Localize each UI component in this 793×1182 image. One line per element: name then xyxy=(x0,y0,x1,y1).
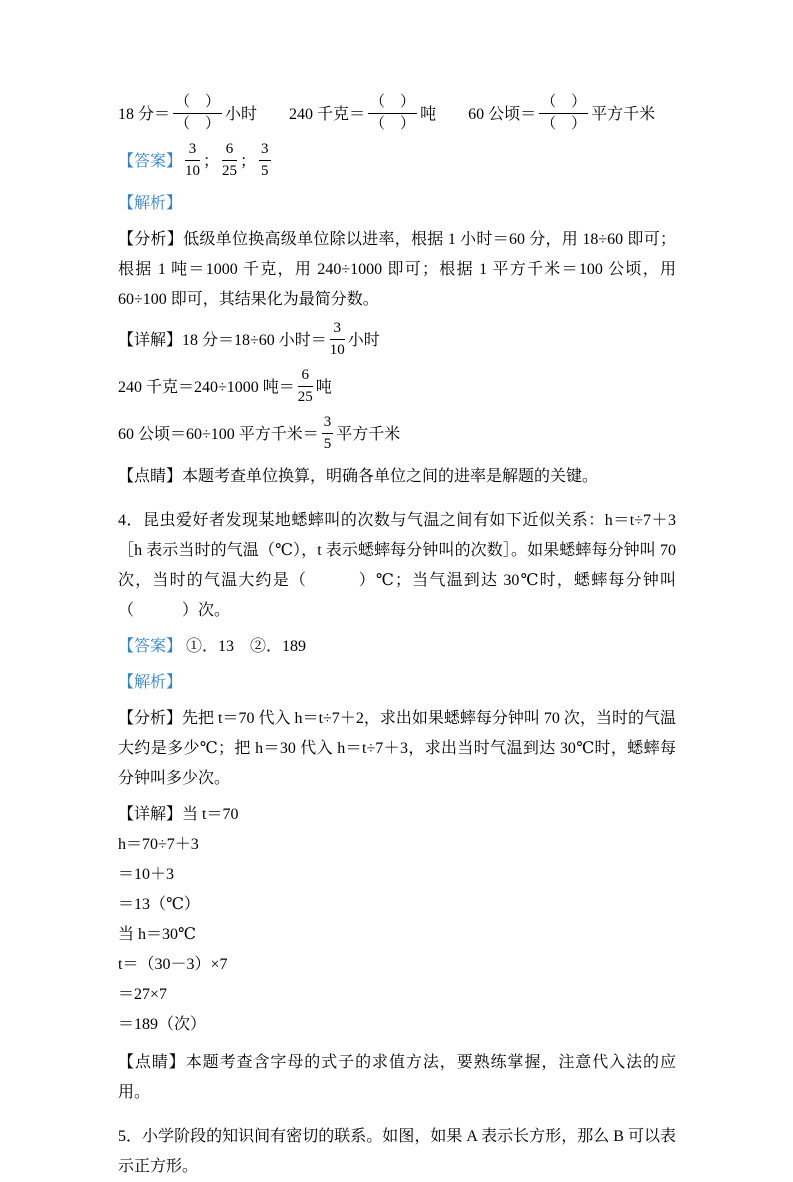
q4-detail-line-5 xyxy=(118,920,676,950)
fraction-denominator: 10 xyxy=(329,342,345,358)
section-label: 【解析】 xyxy=(118,195,183,212)
text-run: 5．小学阶段的知识间有密切的联系。如图，如果 A 表示长方形，那么 B 可以表示正方形。 xyxy=(118,1128,676,1175)
q3-answer-line xyxy=(118,142,676,183)
fraction-denominator: 25 xyxy=(297,389,313,405)
fraction-numerator: 3 xyxy=(330,319,345,340)
fraction xyxy=(298,366,313,407)
text-run: 【点睛】本题考查单位换算，明确各单位之间的进率是解题的关键。 xyxy=(118,468,599,485)
fraction-denominator: （ ） xyxy=(370,116,416,132)
text-run: 吨 60 公顷＝ xyxy=(420,106,537,124)
text-run: 【详解】当 t＝70 xyxy=(118,806,239,823)
fraction-numerator: 6 xyxy=(222,140,237,161)
fraction-denominator: （ ） xyxy=(175,116,221,132)
q4-detail-line-1 xyxy=(118,800,676,830)
blank-fraction xyxy=(368,93,417,134)
text-run: 240 千克＝240÷1000 吨＝ xyxy=(118,379,295,397)
q3-detail-line-3 xyxy=(118,415,676,456)
q3-analysis-paragraph xyxy=(118,225,676,315)
q4-detail-line-7 xyxy=(118,980,676,1010)
q3-detail-line-2 xyxy=(118,368,676,409)
fraction-denominator: 25 xyxy=(222,163,238,179)
text-run: 4．昆虫爱好者发现某地蟋蟀叫的次数与气温之间有如下近似关系：h＝t÷7＋3［h 表示当时的气温（℃），t 表示蟋蟀每分钟叫的次数］。如果蟋蟀每分钟叫 70 次，当时的气温大约是（ ）℃；当气温到达 30℃时，蟋蟀每分钟叫（ ）次。 xyxy=(118,512,676,619)
text-run: ＝13（℃） xyxy=(118,896,200,913)
fraction xyxy=(322,413,334,454)
fraction-numerator: 3 xyxy=(259,140,271,161)
q3-detail-line-1 xyxy=(118,321,676,362)
q5-question-paragraph xyxy=(118,1122,676,1182)
text-run: 平方千米 xyxy=(591,106,656,124)
text-run: 60 公顷＝60÷100 平方千米＝ xyxy=(118,426,319,444)
fraction-numerator: 6 xyxy=(298,366,313,387)
text-run: 吨 xyxy=(315,379,332,397)
section-label: 【答案】 xyxy=(118,153,183,171)
document-content xyxy=(118,95,676,1182)
fraction xyxy=(259,140,271,181)
text-run: 小时 240 千克＝ xyxy=(225,106,366,124)
fraction-numerator: （ ） xyxy=(539,93,588,114)
blank-fraction xyxy=(173,93,222,134)
q3-jiexi-label-line xyxy=(118,189,676,219)
text-run: 【分析】低级单位换高级单位除以进率，根据 1 小时＝60 分，用 18÷60 即可；根据 1 吨＝1000 千克，用 240÷1000 即可；根据 1 平方千米＝100 公顷，用 60÷100 即可，其结果化为最简分数。 xyxy=(118,231,676,308)
q4-detail-line-2 xyxy=(118,830,676,860)
q4-detail-line-4 xyxy=(118,890,676,920)
q4-analysis-paragraph xyxy=(118,704,676,794)
text-run: 18 分＝ xyxy=(118,106,171,124)
text-run: ＝189（次） xyxy=(118,1016,207,1033)
fraction xyxy=(222,140,237,181)
text-run: 平方千米 xyxy=(336,426,401,444)
fraction-numerator: 3 xyxy=(185,140,200,161)
q4-detail-line-8 xyxy=(118,1010,676,1040)
text-run: 小时 xyxy=(347,332,380,350)
text-run: t＝（30－3）×7 xyxy=(118,956,228,973)
fraction-denominator: （ ） xyxy=(541,116,587,132)
q3-blank-conversion-line xyxy=(118,95,676,136)
q4-question-paragraph xyxy=(118,506,676,626)
text-run: h＝70÷7＋3 xyxy=(118,836,199,853)
fraction-denominator: 5 xyxy=(261,163,269,179)
text-run: ＝27×7 xyxy=(118,986,168,1003)
q4-detail-line-6 xyxy=(118,950,676,980)
q4-detail-line-3 xyxy=(118,860,676,890)
q4-dianjing-line xyxy=(118,1048,676,1108)
q4-jiexi-label-line xyxy=(118,668,676,698)
text-run: ＝10＋3 xyxy=(118,866,175,883)
q3-dianjing-line xyxy=(118,462,676,492)
fraction xyxy=(185,140,200,181)
text-run: 【详解】18 分＝18÷60 小时＝ xyxy=(118,332,327,350)
text-run: ； xyxy=(203,153,220,171)
text-run: ； xyxy=(240,153,257,171)
fraction-denominator: 10 xyxy=(185,163,201,179)
fraction-numerator: （ ） xyxy=(368,93,417,114)
text-run: ①．13 ②．189 xyxy=(182,638,307,655)
section-label: 【解析】 xyxy=(118,674,183,691)
text-run: 当 h＝30℃ xyxy=(118,926,196,943)
text-run: 【点睛】本题考查含字母的式子的求值方法，要熟练掌握，注意代入法的应用。 xyxy=(118,1054,676,1101)
q4-answer-line xyxy=(118,632,676,662)
fraction xyxy=(330,319,345,360)
section-label: 【答案】 xyxy=(118,638,183,655)
blank-fraction xyxy=(539,93,588,134)
fraction-denominator: 5 xyxy=(323,436,332,452)
fraction-numerator: 3 xyxy=(322,413,334,434)
fraction-numerator: （ ） xyxy=(173,93,222,114)
text-run: 【分析】先把 t＝70 代入 h＝t÷7＋2，求出如果蟋蟀每分钟叫 70 次，当时的气温大约是多少℃；把 h＝30 代入 h＝t÷7＋3，求出当时气温到达 30℃时，蟋蟀每分钟叫多少次。 xyxy=(118,710,676,787)
